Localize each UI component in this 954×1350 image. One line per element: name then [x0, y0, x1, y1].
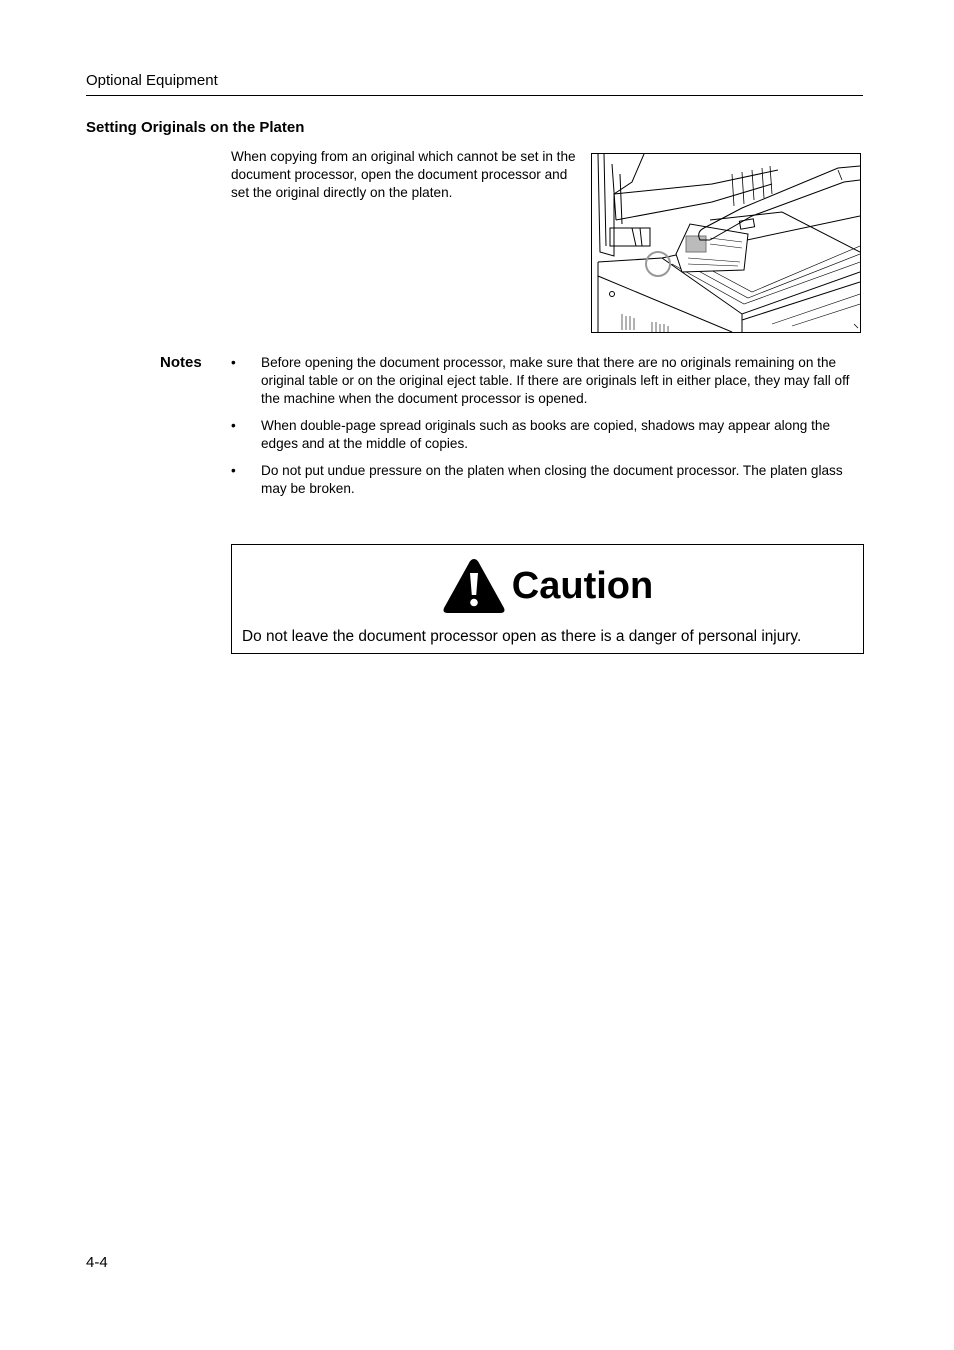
- notes-list: [231, 354, 863, 507]
- warning-triangle-icon: [442, 557, 506, 615]
- section-heading: Setting Originals on the Platen: [86, 119, 305, 136]
- note-text: Before opening the document processor, make sure that there are no originals remaining on the original table or on the original eject table. If there are originals left in either place, they may fall off the machine when the document processor is opened.: [261, 355, 850, 406]
- note-item: [231, 417, 863, 453]
- notes-label: Notes: [160, 354, 202, 371]
- note-item: [231, 354, 863, 408]
- caution-heading: [232, 555, 863, 617]
- caution-title: Caution: [511, 565, 654, 607]
- bullet-icon: •: [231, 418, 236, 433]
- copier-illustration-drawing: [592, 154, 860, 332]
- note-item: [231, 462, 863, 498]
- copier-platen-illustration: [591, 153, 861, 333]
- bullet-icon: •: [231, 463, 236, 478]
- running-header: Optional Equipment: [86, 72, 863, 96]
- caution-text: Do not leave the document processor open as there is a danger of personal injury.: [242, 628, 802, 645]
- caution-box: [231, 544, 864, 654]
- note-text: When double-page spread originals such as books are copied, shadows may appear along the edges and at the middle of copies.: [261, 418, 831, 451]
- intro-paragraph: When copying from an original which cannot be set in the document processor, open the document processor and set the original directly on the platen.: [231, 149, 576, 200]
- page-number: 4-4: [86, 1254, 108, 1271]
- note-text: Do not put undue pressure on the platen when closing the document processor. The platen glass may be broken.: [261, 463, 843, 496]
- bullet-icon: •: [231, 355, 236, 370]
